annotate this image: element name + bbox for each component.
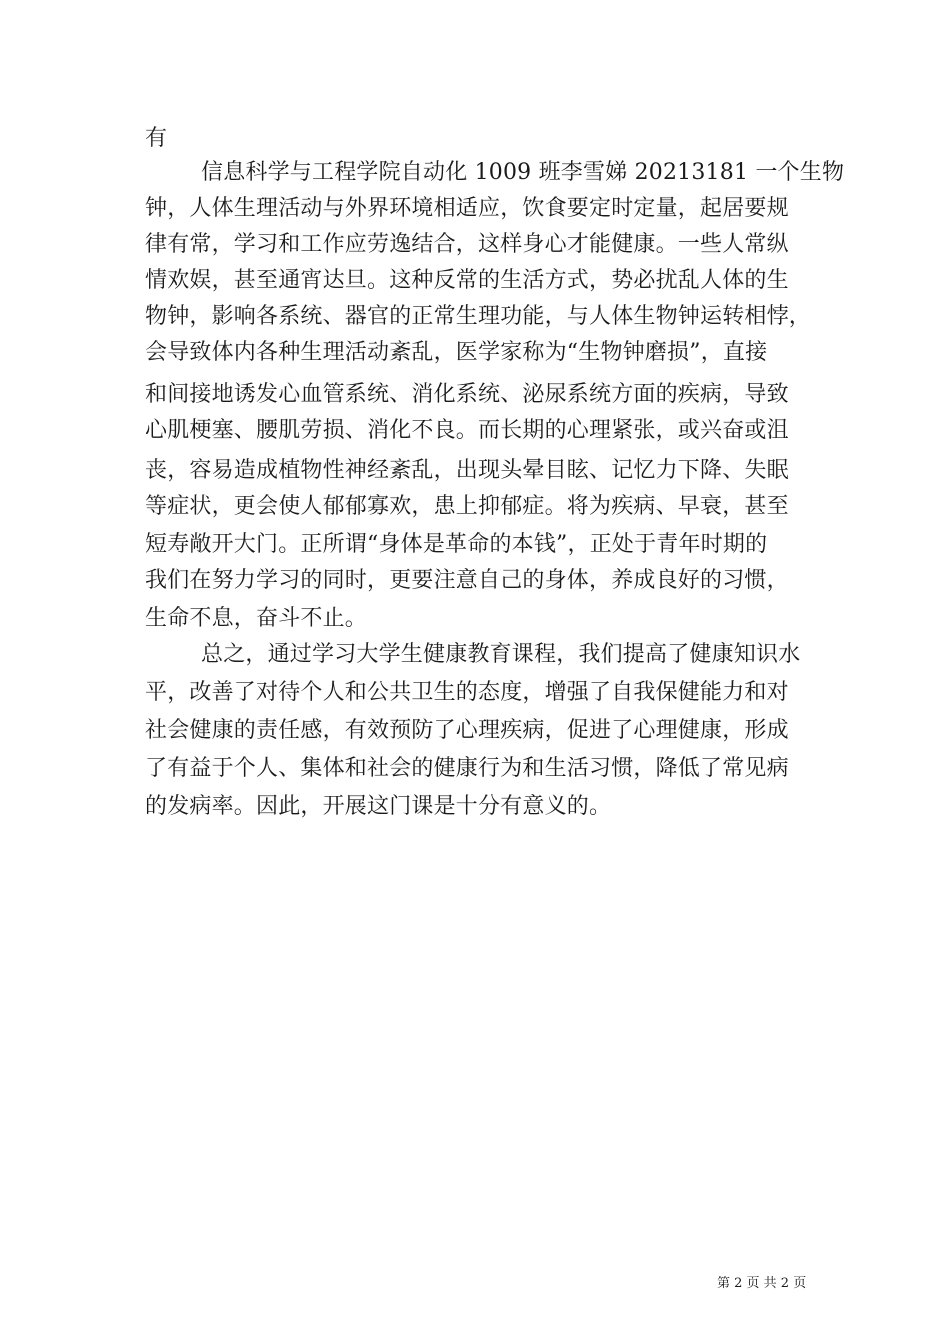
text-line: 社会健康的责任感，有效预防了心理疾病，促进了心理健康，形成 [145,718,789,743]
text-line: 情欢娱，甚至通宵达旦。这种反常的生活方式，势必扰乱人体的生 [145,268,789,293]
text-line: 信息科学与工程学院自动化 1009 班李雪娣 20213181 一个生物 [201,160,845,185]
text-line: 律有常，学习和工作应劳逸结合，这样身心才能健康。一些人常纵 [145,232,789,257]
text-line: 丧，容易造成植物性神经紊乱，出现头晕目眩、记忆力下降、失眠 [145,458,789,483]
text-line: 总之，通过学习大学生健康教育课程，我们提高了健康知识水 [201,642,801,667]
text-line: 等症状，更会使人郁郁寡欢，患上抑郁症。将为疾病、早衰，甚至 [145,494,789,519]
text-line: 短寿敞开大门。正所谓“身体是革命的本钱”，正处于青年时期的 [145,532,768,557]
text-line: 和间接地诱发心血管系统、消化系统、泌尿系统方面的疾病，导致 [145,382,789,407]
text-line: 生命不息，奋斗不止。 [145,606,368,631]
text-line: 我们在努力学习的同时，更要注意自己的身体，养成良好的习惯， [145,568,789,593]
text-line: 的发病率。因此，开展这门课是十分有意义的。 [145,794,612,819]
text-line: 会导致体内各种生理活动紊乱，医学家称为“生物钟磨损”，直接 [145,340,768,365]
text-line: 心肌梗塞、腰肌劳损、消化不良。而长期的心理紧张，或兴奋或沮 [145,418,789,443]
text-line: 有 [145,126,168,151]
page-number-footer: 第 2 页 共 2 页 [717,1276,807,1291]
text-line: 平，改善了对待个人和公共卫生的态度，增强了自我保健能力和对 [145,680,789,705]
text-line: 钟，人体生理活动与外界环境相适应，饮食要定时定量，起居要规 [145,196,789,221]
text-line: 了有益于个人、集体和社会的健康行为和生活习惯，降低了常见病 [145,756,789,781]
text-line: 物钟，影响各系统、器官的正常生理功能，与人体生物钟运转相悖， [145,304,812,329]
